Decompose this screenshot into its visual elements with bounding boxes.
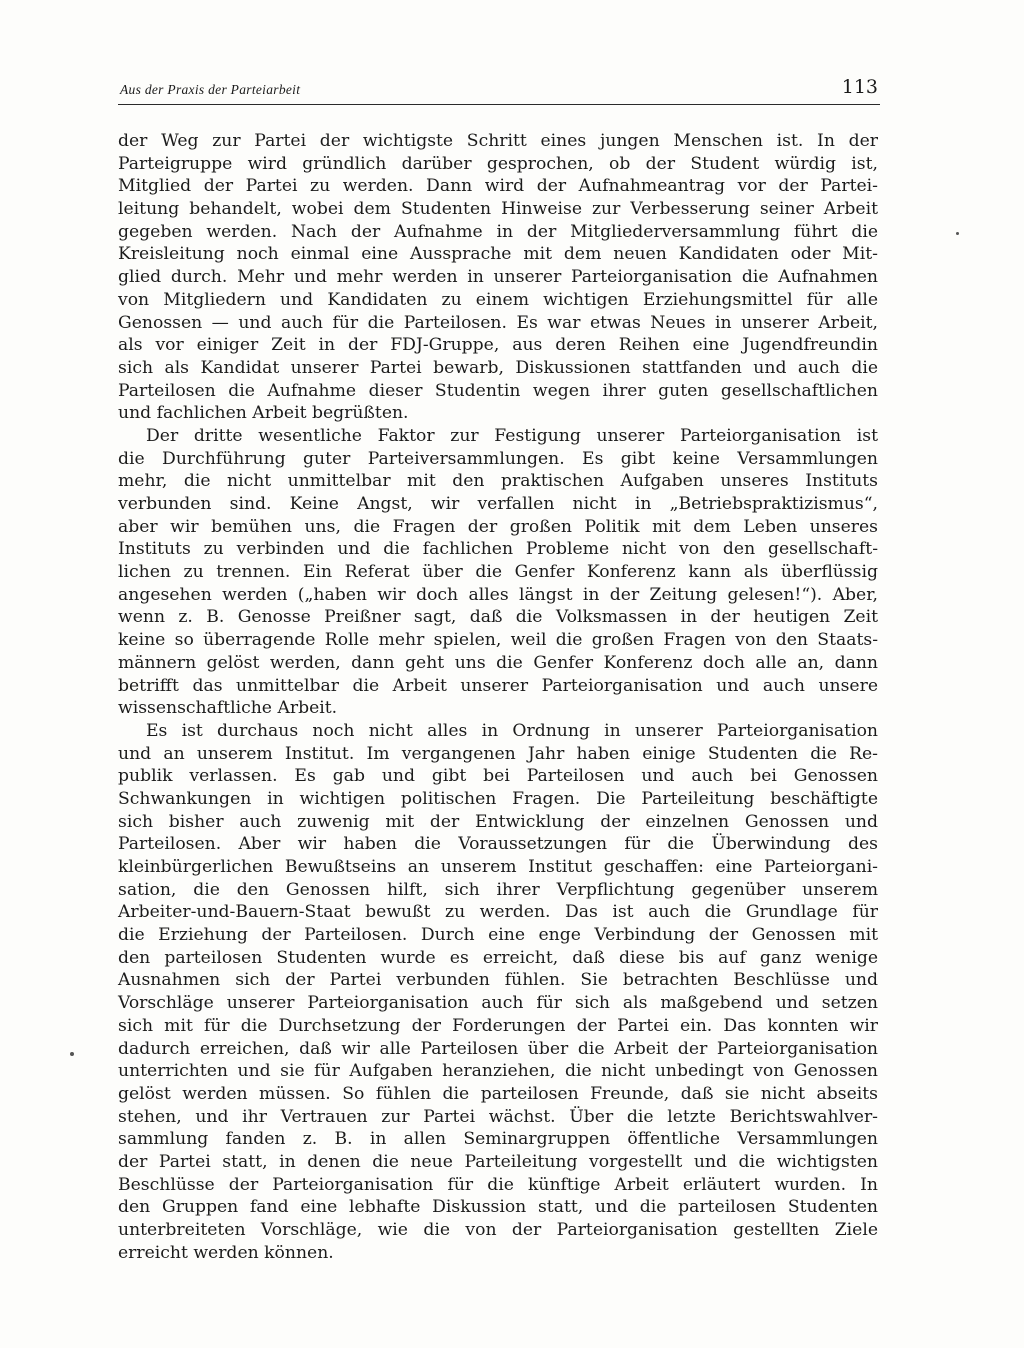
text-line: publik verlassen. Es gab und gibt bei Parteilosen und auch bei Genossen — [118, 766, 878, 787]
text-line: Mitglied der Partei zu werden. Dann wird der Aufnahmeantrag vor der Partei- — [118, 176, 878, 197]
text-line: die Erziehung der Parteilosen. Durch eine enge Verbindung der Genossen mit — [118, 925, 878, 946]
text-line: sation, die den Genossen hilft, sich ihrer Verpflichtung gegenüber unserem — [118, 879, 878, 900]
text-line: Ausnahmen sich der Partei verbunden fühlen. Sie betrachten Beschlüsse und — [118, 970, 878, 991]
text-line: und fachlichen Arbeit begrüßten. — [118, 403, 409, 424]
paragraph — [118, 130, 878, 425]
text-line: Kreisleitung noch einmal eine Aussprache mit dem neuen Kandidaten oder Mit- — [118, 244, 878, 265]
text-line: als vor einiger Zeit in der FDJ-Gruppe, aus deren Reihen eine Jugendfreundin — [118, 335, 878, 356]
text-line: männern gelöst werden, dann geht uns die Genfer Konferenz doch alle an, dann — [118, 652, 878, 673]
scan-speck — [956, 232, 959, 235]
text-line: glied durch. Mehr und mehr werden in unserer Parteiorganisation die Aufnahmen — [118, 267, 878, 288]
text-line: die Durchführung guter Parteiversammlungen. Es gibt keine Versammlungen — [118, 448, 878, 469]
text-line: sich als Kandidat unserer Partei bewarb, Diskussionen stattfanden und auch die — [118, 357, 878, 378]
text-line: Parteigruppe wird gründlich darüber gesprochen, ob der Student würdig ist, — [118, 153, 878, 174]
body-text — [118, 130, 878, 1264]
text-line: angesehen werden („haben wir doch alles längst in der Zeitung gelesen!“). Aber, — [118, 584, 878, 605]
text-line: unterbreiteten Vorschläge, wie die von der Parteiorganisation gestellten Ziele — [118, 1220, 878, 1240]
text-line: gegeben werden. Nach der Aufnahme in der Mitgliederversammlung führt die — [118, 221, 878, 242]
text-line: Parteilosen. Aber wir haben die Voraussetzungen für die Überwindung des — [118, 834, 878, 855]
text-line: sammlung fanden z. B. in allen Seminargruppen öffentliche Versammlungen — [118, 1129, 878, 1150]
text-line: Vorschläge unserer Parteiorganisation auch für sich als maßgebend und setzen — [118, 993, 878, 1014]
text-line: betrifft das unmittelbar die Arbeit unserer Parteiorganisation und auch unsere — [118, 675, 878, 696]
text-line: Beschlüsse der Parteiorganisation für die künftige Arbeit erläutert wurden. In — [118, 1174, 878, 1195]
running-title: Aus der Praxis der Parteiarbeit — [120, 82, 301, 97]
text-line: gelöst werden müssen. So fühlen die parteilosen Freunde, daß sie nicht abseits — [118, 1083, 878, 1104]
text-line: verbunden sind. Keine Angst, wir verfallen nicht in „Betriebspraktizismus“, — [118, 494, 878, 514]
text-line: dadurch erreichen, daß wir alle Parteilosen über die Arbeit der Parteiorganisation — [118, 1038, 878, 1059]
running-header — [118, 78, 880, 105]
text-line: sich bisher auch zuwenig mit der Entwicklung der einzelnen Genossen und — [118, 811, 878, 832]
text-line: Instituts zu verbinden und die fachlichen Probleme nicht von den gesellschaft- — [118, 539, 878, 560]
text-line: lichen zu trennen. Ein Referat über die Genfer Konferenz kann als überflüssig — [118, 562, 878, 583]
text-line: kleinbürgerlichen Bewußtseins an unserem Institut geschaffen: eine Parteiorgani- — [118, 857, 878, 877]
text-line: Der dritte wesentliche Faktor zur Festigung unserer Parteiorganisation ist — [146, 425, 878, 446]
text-line: Parteilosen die Aufnahme dieser Studentin wegen ihrer guten gesellschaftlichen — [118, 380, 878, 401]
text-line: erreicht werden können. — [118, 1242, 334, 1263]
text-line: mehr, die nicht unmittelbar mit den praktischen Aufgaben unseres Instituts — [118, 471, 878, 492]
text-line: von Mitgliedern und Kandidaten zu einem wichtigen Erziehungsmittel für alle — [118, 289, 878, 310]
paragraph — [118, 425, 878, 720]
text-line: wissenschaftliche Arbeit. — [118, 698, 338, 719]
scan-speck — [70, 1052, 74, 1056]
text-line: stehen, und ihr Vertrauen zur Partei wächst. Über die letzte Berichtswahlver- — [118, 1106, 878, 1127]
text-line: Arbeiter-und-Bauern-Staat bewußt zu werden. Das ist auch die Grundlage für — [118, 902, 878, 923]
text-line: den Gruppen fand eine lebhafte Diskussion statt, und die parteilosen Studenten — [118, 1197, 878, 1218]
text-line: leitung behandelt, wobei dem Studenten Hinweise zur Verbesserung seiner Arbeit — [118, 199, 878, 220]
text-line: Es ist durchaus noch nicht alles in Ordnung in unserer Parteiorganisation — [146, 720, 878, 741]
text-line: Genossen — und auch für die Parteilosen. Es war etwas Neues in unserer Arbeit, — [118, 312, 878, 333]
text-line: keine so überragende Rolle mehr spielen, weil die großen Fragen von den Staats- — [118, 630, 878, 651]
text-line: der Weg zur Partei der wichtigste Schritt eines jungen Menschen ist. In der — [118, 131, 878, 151]
text-line: und an unserem Institut. Im vergangenen Jahr haben einige Studenten die Re- — [118, 743, 878, 764]
paragraph — [118, 720, 878, 1265]
text-line: aber wir bemühen uns, die Fragen der großen Politik mit dem Leben unseres — [118, 516, 878, 537]
text-line: unterrichten und sie für Aufgaben heranziehen, die nicht unbedingt von Genossen — [118, 1061, 878, 1082]
text-line: der Partei statt, in denen die neue Parteileitung vorgestellt und die wichtigsten — [118, 1151, 878, 1172]
text-line: wenn z. B. Genosse Preißner sagt, daß die Volksmassen in der heutigen Zeit — [118, 607, 878, 628]
text-line: den parteilosen Studenten wurde es erreicht, daß diese bis auf ganz wenige — [118, 947, 878, 968]
text-line: sich mit für die Durchsetzung der Forderungen der Partei ein. Das konnten wir — [118, 1015, 878, 1036]
page-number: 113 — [841, 76, 878, 98]
text-line: Schwankungen in wichtigen politischen Fragen. Die Parteileitung beschäftigte — [118, 788, 878, 809]
